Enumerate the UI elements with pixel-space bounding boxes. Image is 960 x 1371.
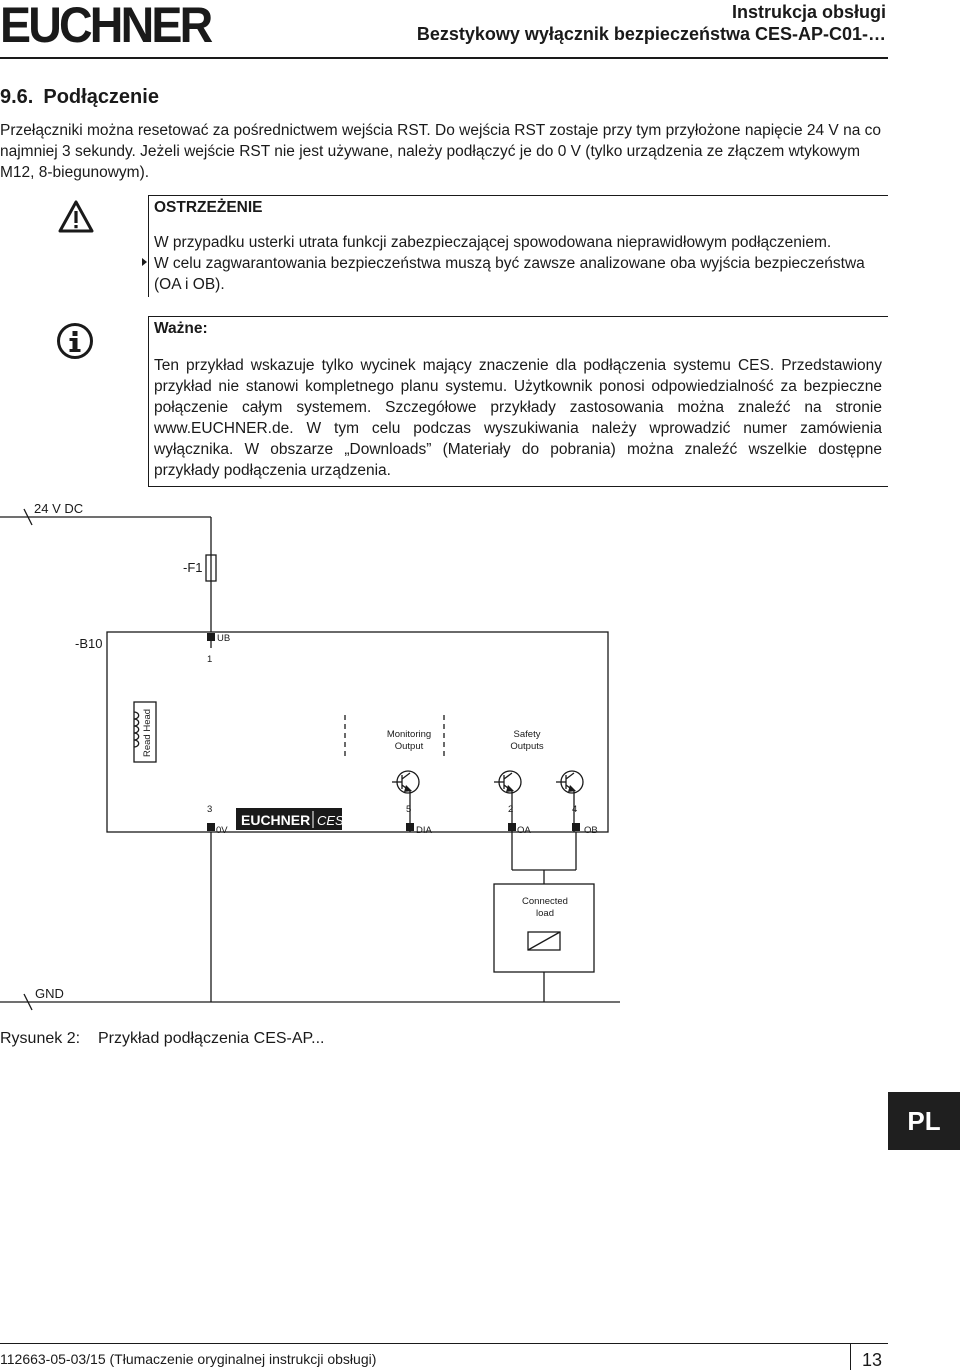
logo-main-text: EUCHNER (241, 812, 311, 828)
section-heading: 9.6. Podłączenie (0, 86, 159, 108)
language-tab: PL (888, 1092, 960, 1150)
read-head-label: Read Head (142, 708, 153, 757)
pin-oa-marker (508, 823, 516, 831)
fuse-label: -F1 (183, 560, 203, 575)
load-label-1: Connected (522, 896, 568, 907)
pin-ub-marker (207, 633, 215, 641)
warning-instruction: W celu zagwarantowania bezpieczeństwa muszą być zawsze analizowane oba wyjścia bezpieczeństwa (OA i OB). (154, 255, 865, 293)
note-title: Ważne: (154, 320, 208, 337)
wiring-diagram (0, 490, 960, 1020)
transistor-oa-icon (494, 771, 521, 832)
header-subtitle: Bezstykowy wyłącznik bezpieczeństwa CES-AP-C01-… (416, 24, 886, 44)
logo-ces-text: CES (317, 813, 344, 828)
footer-doc-ref: 112663-05-03/15 (Tłumaczenie oryginalnej instrukcji obsługi) (0, 1351, 377, 1367)
warning-triangle-icon (58, 200, 94, 234)
coil-icon (134, 712, 139, 747)
pin-0v-label: 0V (216, 825, 228, 836)
monitoring-label-2: Output (394, 741, 424, 752)
pin-dia-number: 5 (406, 804, 412, 815)
warning-left-rule (148, 195, 149, 297)
pin-ub-label: UB (217, 633, 231, 644)
bullet-arrow-icon (142, 258, 147, 266)
monitoring-label-1: Monitoring (386, 729, 432, 740)
warning-title: OSTRZEŻENIE (154, 199, 263, 216)
footer-rule (0, 1343, 888, 1344)
pin-ob-marker (572, 823, 580, 831)
safety-label-2: Outputs (510, 741, 544, 752)
warning-text: W przypadku usterki utrata funkcji zabezpieczającej spowodowana nieprawidłowym podłączeniem. (154, 234, 832, 251)
figure-label: Rysunek 2: (0, 1030, 81, 1047)
pin-0v-number: 3 (207, 804, 213, 815)
arrow-ob (568, 785, 576, 792)
warning-top-rule (148, 195, 888, 196)
pin-ub-number: 1 (207, 654, 213, 665)
transistor-ob-icon (556, 771, 583, 832)
pin-dia-label: DIA (416, 825, 432, 836)
pin-0v-marker (207, 823, 215, 831)
header-rule (0, 57, 888, 59)
intro-paragraph: Przełączniki można resetować za pośrednictwem wejścia RST. Do wejścia RST zostaje przy tym przyłożone napięcie 24 V na co najmniej 3 sekundy. Jeżeli wejście RST nie jest używane, należy podłączyć je do 0 V (tylko urządzenia ze złączem wtykowym M12, 8-biegunowym). (0, 122, 881, 181)
supply-label: 24 V DC (34, 501, 84, 516)
gnd-label: GND (35, 986, 64, 1001)
arrow-oa (506, 785, 514, 792)
transistor-monitoring-icon (392, 771, 419, 832)
pin-ob-label: OB (584, 825, 598, 836)
device-label: -B10 (75, 636, 103, 651)
euchner-logo: EUCHNER (0, 0, 211, 53)
pin-oa-number: 2 (508, 804, 514, 815)
note-top-rule (148, 316, 888, 317)
header-title: Instrukcja obsługi (731, 2, 886, 22)
safety-label-1: Safety (513, 729, 541, 740)
info-icon (56, 322, 94, 360)
pin-ob-number: 4 (572, 804, 578, 815)
figure-title: Przykład podłączenia CES-AP... (98, 1030, 325, 1047)
page-number: 13 (862, 1350, 883, 1370)
note-text: Ten przykład wskazuje tylko wycinek mający znaczenie dla podłączenia systemu CES. Przedstawiony przykład nie stanowi kompletnego planu systemu. Użytkownik ponosi odpowiedzialność za bezpieczne połączenie całym systemem. Szczegółowe przykłady zastosowania można znaleźć na stronie www.EUCHNER.de. W tym celu podczas wyszukiwania należy wprowadzić numer zamówienia wyłącznika. W obszarze „Downloads” (Materiały do pobrania) można znaleźć wszelkie dostępne przykłady podłączenia urządzenia. (154, 357, 882, 479)
load-label-2: load (536, 908, 554, 919)
note-left-rule (148, 316, 149, 486)
note-bottom-rule (148, 486, 888, 487)
footer-divider (850, 1343, 851, 1370)
arrow-monitoring (404, 785, 412, 792)
pin-dia-marker (406, 823, 414, 831)
pin-oa-label: OA (517, 825, 531, 836)
